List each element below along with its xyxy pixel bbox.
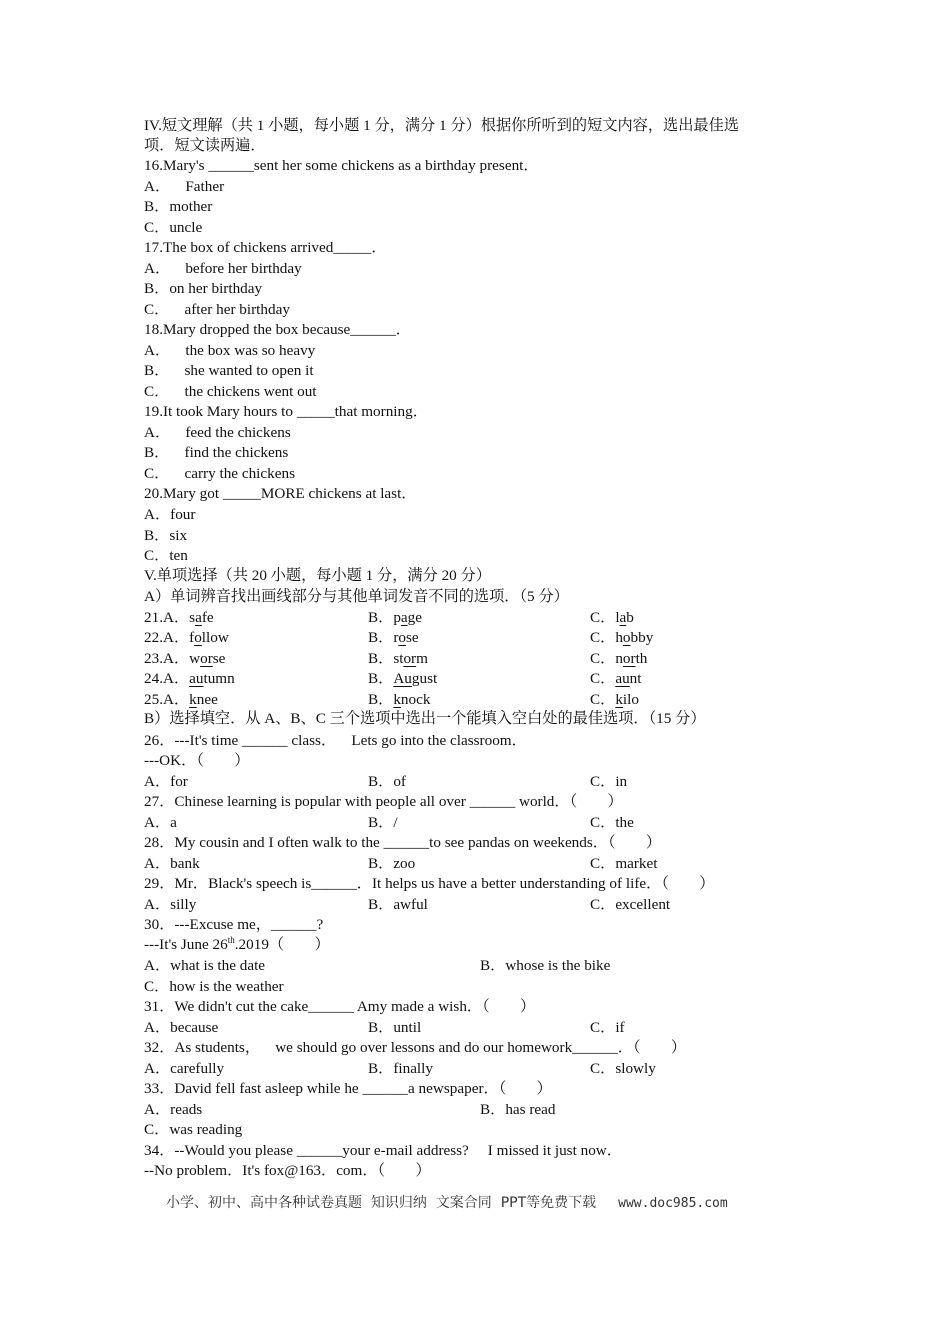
section4-heading-line1: IV.短文理解（共 1 小题，每小题 1 分，满分 1 分）根据你所听到的短文内容，选出最佳选 bbox=[144, 117, 739, 134]
option-20a: A．four bbox=[144, 506, 196, 523]
option-17c: C． after her birthday bbox=[144, 301, 290, 318]
phonetic-22c: C．hobby bbox=[590, 629, 654, 646]
option-19b: B． find the chickens bbox=[144, 444, 289, 461]
part-b-heading: B）选择填空．从 A、B、C 三个选项中选出一个能填入空白处的最佳选项．（15 分） bbox=[144, 710, 706, 727]
option-30c: C．how is the weather bbox=[144, 978, 284, 995]
question-27: 27．Chinese learning is popular with people all over ______ world．（ ） bbox=[144, 793, 623, 810]
option-28b: B．zoo bbox=[368, 855, 416, 872]
question-33: 33．David fell fast asleep while he ______a newspaper．（ ） bbox=[144, 1080, 552, 1097]
option-26c: C．in bbox=[590, 773, 628, 790]
section4-heading-line2: 项．短文读两遍． bbox=[144, 137, 266, 154]
option-16b: B．mother bbox=[144, 198, 213, 215]
option-16c: C．uncle bbox=[144, 219, 203, 236]
option-27c: C．the bbox=[590, 814, 634, 831]
question-30-line1: 30．---Excuse me，______? bbox=[144, 916, 324, 933]
question-20: 20.Mary got _____MORE chickens at last． bbox=[144, 485, 417, 502]
option-30a: A．what is the date bbox=[144, 957, 266, 974]
option-32a: A．carefully bbox=[144, 1060, 225, 1077]
option-28c: C．market bbox=[590, 855, 658, 872]
option-31b: B．until bbox=[368, 1019, 422, 1036]
phonetic-22b: B．rose bbox=[368, 629, 419, 646]
question-34-line1: 34．--Would you please ______your e-mail address? I missed it just now． bbox=[144, 1142, 622, 1159]
phonetic-24c: C．aunt bbox=[590, 670, 642, 687]
option-32c: C．slowly bbox=[590, 1060, 656, 1077]
question-17: 17.The box of chickens arrived_____． bbox=[144, 239, 387, 256]
phonetic-24b: B．August bbox=[368, 670, 438, 687]
option-30b: B．whose is the bike bbox=[480, 957, 611, 974]
phonetic-23b: B．storm bbox=[368, 650, 428, 667]
option-20c: C．ten bbox=[144, 547, 188, 564]
phonetic-25c: C．kilo bbox=[590, 691, 639, 708]
phonetic-23c: C．north bbox=[590, 650, 648, 667]
question-30-line2: ---It's June 26th.2019（ ） bbox=[144, 934, 330, 953]
option-18c: C． the chickens went out bbox=[144, 383, 317, 400]
option-19c: C． carry the chickens bbox=[144, 465, 295, 482]
option-18a: A． the box was so heavy bbox=[144, 342, 316, 359]
option-33b: B．has read bbox=[480, 1101, 556, 1118]
option-18b: B． she wanted to open it bbox=[144, 362, 314, 379]
option-33a: A．reads bbox=[144, 1101, 203, 1118]
phonetic-23a: 23.A．worse bbox=[144, 650, 226, 667]
option-29a: A．silly bbox=[144, 896, 197, 913]
phonetic-21b: B．page bbox=[368, 609, 423, 626]
option-32b: B．finally bbox=[368, 1060, 433, 1077]
question-32: 32．As students， we should go over lessons and do our homework______．（ ） bbox=[144, 1039, 687, 1056]
phonetic-25a: 25.A．knee bbox=[144, 691, 218, 708]
question-18: 18.Mary dropped the box because______． bbox=[144, 321, 411, 338]
part-a-heading: A）单词辨音找出画线部分与其他单词发音不同的选项．（5 分） bbox=[144, 588, 569, 605]
phonetic-25b: B．knock bbox=[368, 691, 431, 708]
option-19a: A． feed the chickens bbox=[144, 424, 291, 441]
option-29c: C．excellent bbox=[590, 896, 671, 913]
question-16: 16.Mary's ______sent her some chickens as a birthday present． bbox=[144, 157, 539, 174]
option-20b: B．six bbox=[144, 527, 188, 544]
footer-site[interactable]: www.doc985.com bbox=[618, 1196, 728, 1211]
question-26-line2: ---OK．（ ） bbox=[144, 752, 250, 769]
option-27b: B．/ bbox=[368, 814, 398, 831]
option-26b: B．of bbox=[368, 773, 406, 790]
question-31: 31．We didn't cut the cake______ Amy made a wish．（ ） bbox=[144, 998, 536, 1015]
option-29b: B．awful bbox=[368, 896, 428, 913]
question-34-line2: --No problem．It's fox@163．com．（ ） bbox=[144, 1162, 431, 1179]
question-29: 29．Mr．Black's speech is______．It helps us have a better understanding of life．（ ） bbox=[144, 875, 715, 892]
option-31a: A．because bbox=[144, 1019, 219, 1036]
option-27a: A．a bbox=[144, 814, 177, 831]
phonetic-24a: 24.A．autumn bbox=[144, 670, 235, 687]
question-19: 19.It took Mary hours to _____that morning． bbox=[144, 403, 428, 420]
phonetic-22a: 22.A．follow bbox=[144, 629, 229, 646]
section5-heading: V.单项选择（共 20 小题，每小题 1 分，满分 20 分） bbox=[144, 567, 491, 584]
page-footer bbox=[166, 1193, 728, 1214]
question-28: 28．My cousin and I often walk to the ______to see pandas on weekends．（ ） bbox=[144, 834, 662, 851]
option-26a: A．for bbox=[144, 773, 188, 790]
option-31c: C．if bbox=[590, 1019, 625, 1036]
option-17a: A． before her birthday bbox=[144, 260, 302, 277]
option-17b: B．on her birthday bbox=[144, 280, 263, 297]
option-28a: A．bank bbox=[144, 855, 200, 872]
question-26-line1: 26．---It's time ______ class． Lets go into the classroom． bbox=[144, 732, 527, 749]
option-33c: C．was reading bbox=[144, 1121, 243, 1138]
footer-text: 小学、初中、高中各种试卷真题 知识归纳 文案合同 PPT等免费下载 bbox=[166, 1195, 597, 1211]
option-16a: A． Father bbox=[144, 178, 225, 195]
phonetic-21a: 21.A．safe bbox=[144, 609, 214, 626]
phonetic-21c: C．lab bbox=[590, 609, 634, 626]
